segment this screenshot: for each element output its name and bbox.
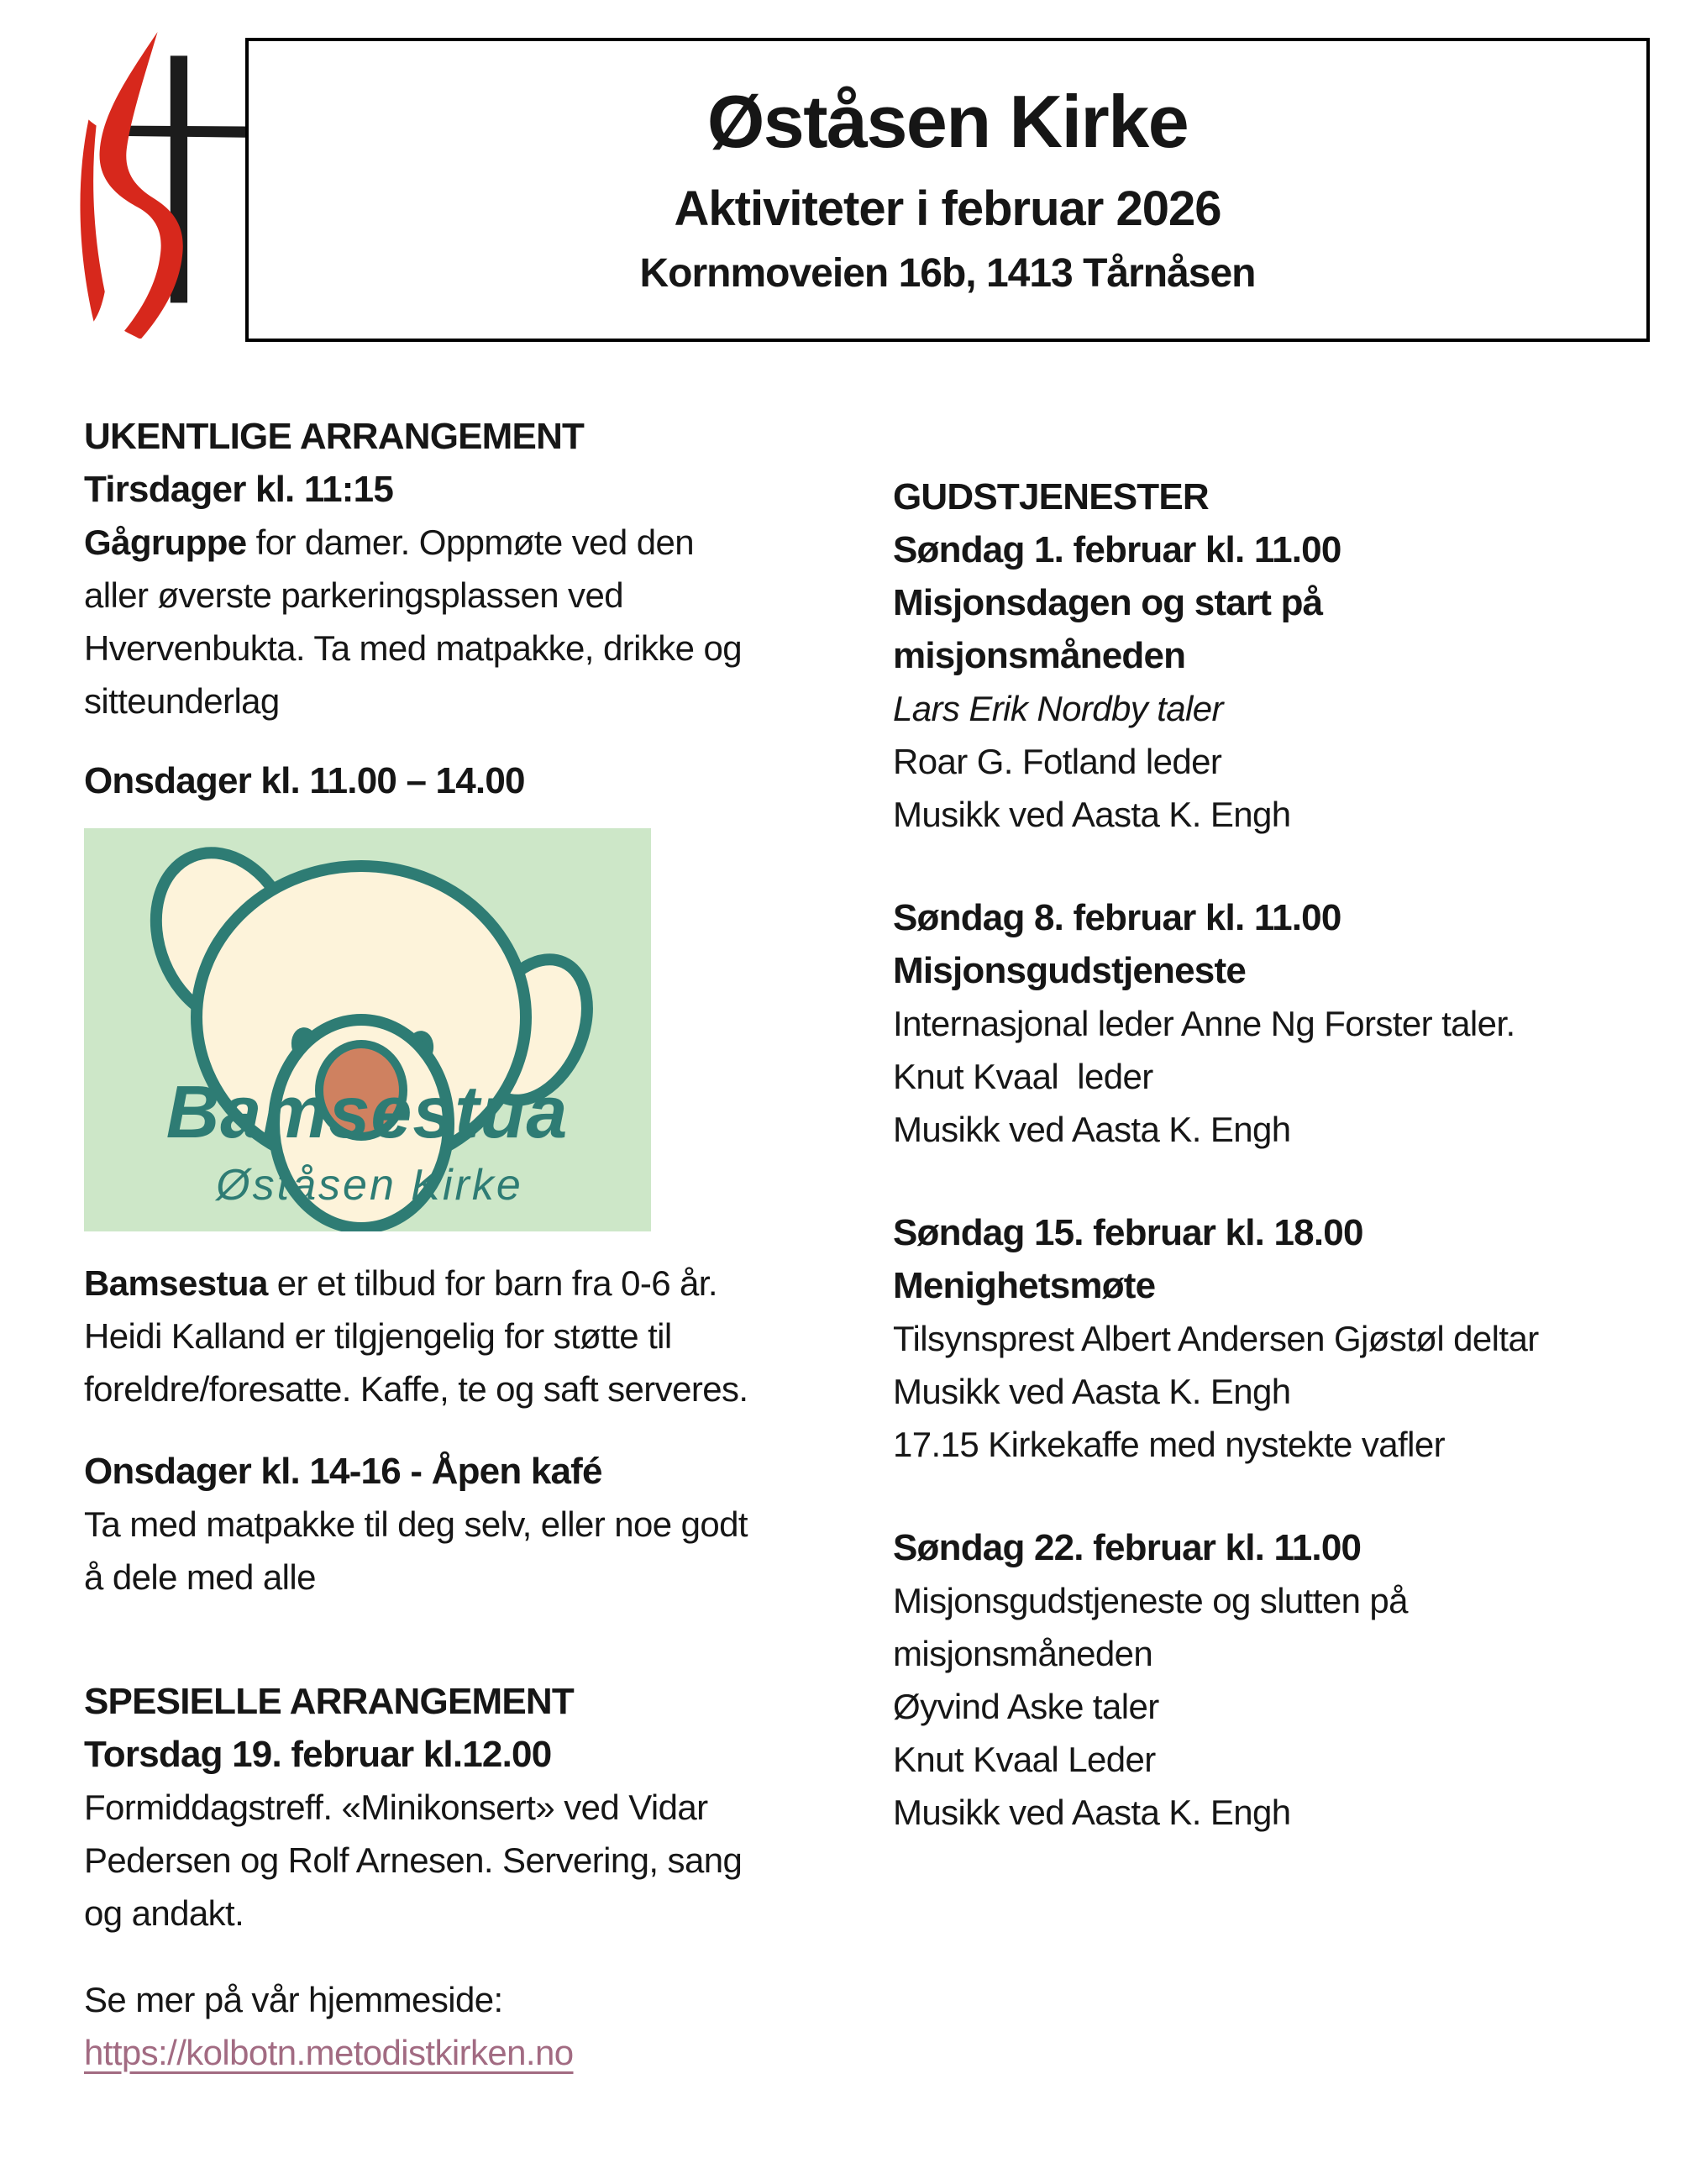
open-cafe-text: Ta med matpakke til deg selv, eller noe godt å dele med alle — [84, 1504, 748, 1597]
service-music: Musikk ved Aasta K. Engh — [893, 795, 1291, 834]
service-item — [893, 1206, 1603, 1471]
service-music: Musikk ved Aasta K. Engh — [893, 1793, 1291, 1832]
service-date: Søndag 1. februar kl. 11.00 — [893, 529, 1341, 570]
service-speaker: Tilsynsprest Albert Andersen Gjøstøl deltar — [893, 1319, 1539, 1358]
walking-group-lead: Gågruppe — [84, 522, 247, 562]
service-item — [893, 523, 1603, 841]
service-speaker: Lars Erik Nordby taler — [893, 689, 1223, 728]
weekly-events-heading: UKENTLIGE ARRANGEMENT — [84, 416, 585, 457]
service-leader: Knut Kvaal Leder — [893, 1740, 1156, 1779]
service-title: Misjonsgudstjeneste — [893, 950, 1246, 991]
service-extra: 17.15 Kirkekaffe med nystekte vafler — [893, 1425, 1445, 1464]
service-speaker: Internasjonal leder Anne Ng Forster taler. — [893, 1004, 1515, 1043]
services-heading: GUDSTJENESTER — [893, 476, 1209, 517]
flame-icon — [80, 32, 182, 339]
service-date: Søndag 8. februar kl. 11.00 — [893, 897, 1341, 938]
bamsestua-text: Bamsestua er et tilbud for barn fra 0-6 år. Heidi Kalland er tilgjengelig for støtte til foreldre/foresatte. Kaffe, te og saft serveres. — [84, 1263, 748, 1409]
bamsestua-subtitle: Øståsen Kirke — [216, 1161, 523, 1210]
homepage-link[interactable]: https://kolbotn.metodistkirken.no — [84, 2033, 574, 2072]
service-title: Menighetsmøte — [893, 1265, 1156, 1306]
service-music: Musikk ved Aasta K. Engh — [893, 1110, 1291, 1149]
bamsestua-logo-image — [84, 828, 651, 1231]
flyer-subtitle: Aktiviteter i februar 2026 — [674, 181, 1221, 237]
left-column — [84, 410, 756, 2079]
service-item — [893, 891, 1603, 1156]
special-event-date: Torsdag 19. februar kl.12.00 — [84, 1734, 552, 1775]
bamsestua-lead: Bamsestua — [84, 1263, 268, 1303]
open-cafe-heading: Onsdager kl. 14-16 - Åpen kafé — [84, 1451, 602, 1492]
service-date: Søndag 22. februar kl. 11.00 — [893, 1527, 1362, 1568]
service-date: Søndag 15. februar kl. 18.00 — [893, 1212, 1363, 1253]
service-music: Musikk ved Aasta K. Engh — [893, 1372, 1291, 1411]
right-column — [893, 470, 1603, 1839]
header-box — [245, 38, 1650, 342]
service-speaker: Øyvind Aske taler — [893, 1687, 1159, 1726]
church-address: Kornmoveien 16b, 1413 Tårnåsen — [639, 251, 1256, 297]
tuesday-heading: Tirsdager kl. 11:15 — [84, 469, 393, 510]
wednesday-heading: Onsdager kl. 11.00 – 14.00 — [84, 760, 525, 801]
service-leader: Roar G. Fotland leder — [893, 742, 1222, 781]
homepage-line — [84, 2026, 756, 2079]
special-events-heading: SPESIELLE ARRANGEMENT — [84, 1681, 574, 1722]
walking-group-text: Gågruppe for damer. Oppmøte ved den aller øverste parkeringsplassen ved Hvervenbukta. Ta med matpakke, drikke og sitteunderlag — [84, 522, 742, 721]
cross-and-flame-icon — [49, 32, 255, 339]
page-title: Øståsen Kirke — [706, 79, 1189, 163]
homepage-label: Se mer på vår hjemmeside: — [84, 1980, 503, 2019]
service-leader: Knut Kvaal leder — [893, 1057, 1153, 1096]
special-event-text: Formiddagstreff. «Minikonsert» ved Vidar Pedersen og Rolf Arnesen. Servering, sang og andakt. — [84, 1788, 743, 1933]
service-title: Misjonsdagen og start på misjonsmåneden — [893, 582, 1332, 676]
bamsestua-title: Bamsestua — [165, 1070, 569, 1153]
service-title: Misjonsgudstjeneste og slutten på misjonsmåneden — [893, 1581, 1418, 1673]
service-item — [893, 1521, 1603, 1839]
